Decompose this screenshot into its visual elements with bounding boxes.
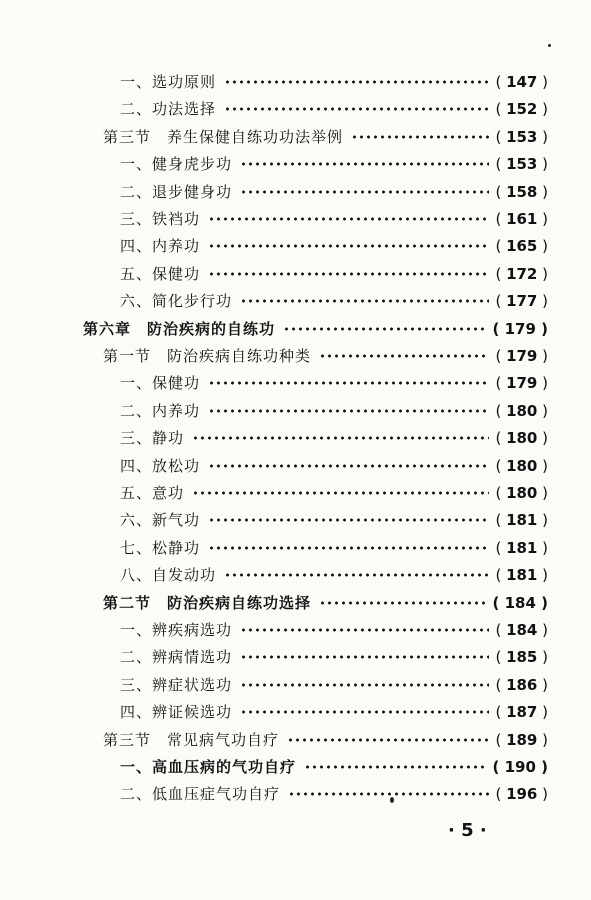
toc-page-number: 186 (506, 675, 538, 694)
toc-page-number: 153 (506, 127, 538, 146)
toc-entry (120, 178, 548, 205)
toc-entry-title: 五、保健功 (120, 265, 201, 283)
toc-entry (120, 452, 548, 479)
toc-entry-title: 四、辨证候选功 (120, 703, 233, 721)
toc-entry-title: 第二节 防治疾病自练功选择 (103, 594, 312, 612)
toc-entry-title: 八、自发动功 (120, 566, 217, 584)
toc-entry-title: 第三节 常见病气功自疗 (103, 731, 280, 749)
dot-leader (240, 298, 489, 304)
toc-entry (120, 561, 548, 588)
toc-entry (103, 726, 548, 753)
print-speck (390, 797, 394, 803)
toc-entry (120, 205, 548, 232)
dot-leader (240, 189, 489, 195)
toc-page-number: 180 (506, 401, 538, 420)
toc-entry (120, 68, 548, 95)
dot-leader (240, 627, 489, 633)
toc-entry (120, 479, 548, 506)
toc-entry-title: 一、选功原则 (120, 73, 217, 91)
toc-entry (120, 506, 548, 533)
toc-entry (103, 589, 548, 616)
toc-page-number: 152 (506, 99, 538, 118)
toc-entry-page: ( 184 ) (495, 620, 548, 639)
toc-entry-title: 一、健身虎步功 (120, 155, 233, 173)
dot-leader (192, 435, 489, 441)
toc-page-number: 189 (506, 730, 538, 749)
dot-leader (304, 764, 487, 770)
toc-page-number: 147 (506, 72, 538, 91)
toc-entry (120, 616, 548, 643)
dot-leader (192, 490, 489, 496)
toc-entry-page: ( 190 ) (492, 757, 548, 776)
toc-page-number: 179 (506, 373, 538, 392)
toc-page-number: 165 (506, 236, 538, 255)
toc-entry (120, 534, 548, 561)
toc-entry-title: 三、铁裆功 (120, 210, 201, 228)
toc-entry-page: ( 177 ) (495, 291, 548, 310)
toc-entry-page: ( 172 ) (495, 264, 548, 283)
dot-leader (224, 572, 489, 578)
toc-entry-page: ( 181 ) (495, 510, 548, 529)
dot-leader (208, 380, 489, 386)
toc-page-number: 172 (506, 264, 538, 283)
toc-entry (120, 369, 548, 396)
toc-page-number: 181 (506, 565, 538, 584)
toc-page-number: 187 (506, 702, 538, 721)
toc-entry-page: ( 180 ) (495, 483, 548, 502)
toc-entry-title: 二、内养功 (120, 402, 201, 420)
toc-entry (120, 780, 548, 807)
toc-entry-title: 三、静功 (120, 429, 185, 447)
toc-entry (120, 397, 548, 424)
toc-entry-page: ( 179 ) (492, 319, 548, 338)
toc-entry-title: 一、辨疾病选功 (120, 621, 233, 639)
toc-entry-page: ( 181 ) (495, 538, 548, 557)
dot-leader (319, 353, 489, 359)
toc-entry (120, 643, 548, 670)
toc-entry-title: 七、松静功 (120, 539, 201, 557)
toc-entry-page: ( 181 ) (495, 565, 548, 584)
dot-leader (283, 326, 487, 332)
toc-entry-title: 一、高血压病的气功自疗 (120, 758, 297, 776)
dot-leader (208, 545, 489, 551)
toc-entry-page: ( 189 ) (495, 730, 548, 749)
toc-entry (120, 698, 548, 725)
toc-page-number: 190 (504, 757, 536, 776)
toc-entry-title: 二、辨病情选功 (120, 648, 233, 666)
toc-page-number: 185 (506, 647, 538, 666)
toc-entry (103, 342, 548, 369)
toc-entry (120, 260, 548, 287)
dot-leader (288, 791, 489, 797)
dot-leader (208, 243, 489, 249)
toc-page-number: 161 (506, 209, 538, 228)
toc-entry-page: ( 180 ) (495, 428, 548, 447)
toc-page-number: 177 (506, 291, 538, 310)
toc-entry-page: ( 180 ) (495, 456, 548, 475)
toc-page-number: 180 (506, 483, 538, 502)
toc-entry-title: 二、低血压症气功自疗 (120, 785, 281, 803)
toc-entry-page: ( 180 ) (495, 401, 548, 420)
toc-entry-page: ( 165 ) (495, 236, 548, 255)
toc-entry-title: 四、放松功 (120, 457, 201, 475)
toc-entry-page: ( 179 ) (495, 373, 548, 392)
dot-leader (351, 134, 489, 140)
toc-entry-title: 三、辨症状选功 (120, 676, 233, 694)
toc-entry-title: 第三节 养生保健自练功功法举例 (103, 128, 344, 146)
dot-leader (240, 654, 489, 660)
page-number: · 5 · (448, 820, 487, 841)
toc-entry-page: ( 185 ) (495, 647, 548, 666)
toc-page-number: 179 (504, 319, 536, 338)
toc-page-number: 153 (506, 154, 538, 173)
toc-entry-page: ( 179 ) (495, 346, 548, 365)
dot-leader (240, 161, 489, 167)
toc-entry (120, 424, 548, 451)
toc-page-number: 180 (506, 456, 538, 475)
toc-entry-page: ( 147 ) (495, 72, 548, 91)
toc-entry-title: 六、简化步行功 (120, 292, 233, 310)
dot-leader (208, 216, 489, 222)
toc-entry (120, 95, 548, 122)
dot-leader (240, 682, 489, 688)
toc-entry (83, 315, 548, 342)
dot-leader (208, 271, 489, 277)
dot-leader (208, 517, 489, 523)
toc-entry (120, 150, 548, 177)
toc-entry (120, 232, 548, 259)
toc-entry-title: 第六章 防治疾病的自练功 (83, 320, 276, 338)
toc-entry-title: 六、新气功 (120, 511, 201, 529)
dot-leader (224, 79, 489, 85)
toc-entry-title: 第一节 防治疾病自练功种类 (103, 347, 312, 365)
toc-entry-page: ( 153 ) (495, 127, 548, 146)
dot-leader (287, 737, 489, 743)
dot-leader (224, 106, 489, 112)
toc-entry-title: 二、功法选择 (120, 100, 217, 118)
toc-entry-page: ( 158 ) (495, 182, 548, 201)
toc-entry (120, 753, 548, 780)
toc-entry-title: 二、退步健身功 (120, 183, 233, 201)
dot-leader (240, 709, 489, 715)
toc-page-number: 184 (506, 620, 538, 639)
toc-entry-page: ( 187 ) (495, 702, 548, 721)
toc-entry-title: 五、意功 (120, 484, 185, 502)
print-speck (548, 44, 551, 47)
toc-entry-page: ( 184 ) (492, 593, 548, 612)
dot-leader (208, 408, 489, 414)
toc-entry-page: ( 196 ) (495, 784, 548, 803)
toc-page-number: 180 (506, 428, 538, 447)
toc-page-number: 158 (506, 182, 538, 201)
toc-page-number: 181 (506, 510, 538, 529)
toc-entry (120, 671, 548, 698)
toc-entry-page: ( 152 ) (495, 99, 548, 118)
dot-leader (319, 600, 487, 606)
toc-page-number: 181 (506, 538, 538, 557)
toc-entry-page: ( 153 ) (495, 154, 548, 173)
toc-entry-title: 一、保健功 (120, 374, 201, 392)
toc-entry (103, 123, 548, 150)
toc-page-number: 196 (506, 784, 538, 803)
toc-page-number: 179 (506, 346, 538, 365)
toc-entry (120, 287, 548, 314)
dot-leader (208, 463, 489, 469)
toc-page-number: 184 (504, 593, 536, 612)
toc-entry-page: ( 186 ) (495, 675, 548, 694)
toc-entry-page: ( 161 ) (495, 209, 548, 228)
toc-entry-title: 四、内养功 (120, 237, 201, 255)
